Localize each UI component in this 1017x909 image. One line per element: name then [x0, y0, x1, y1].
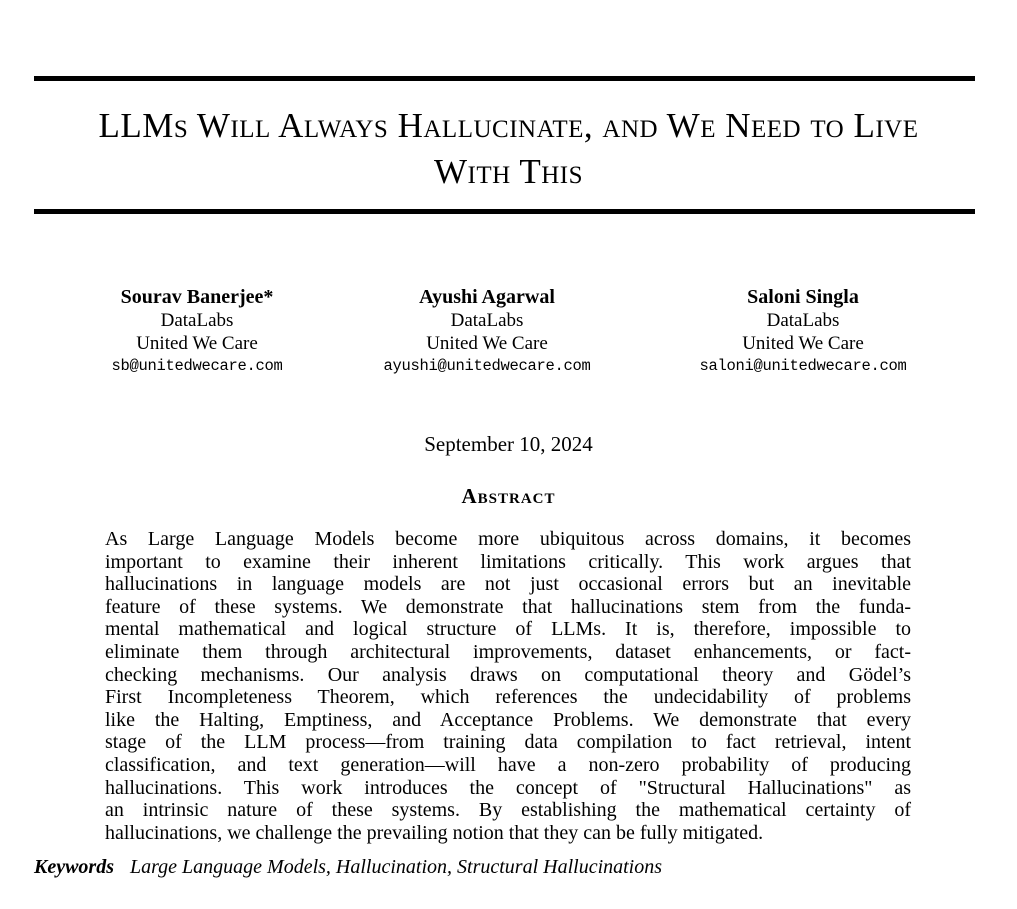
abstract-text	[105, 528, 911, 844]
abstract-line: mental mathematical and logical structure of LLMs. It is, therefore, impossible to	[105, 618, 911, 641]
author-affiliation: United We Care	[742, 333, 864, 354]
author-email: ayushi@unitedwecare.com	[383, 357, 591, 375]
author-block-3	[653, 286, 953, 378]
author-name: Ayushi Agarwal	[419, 286, 555, 308]
abstract-line: hallucinations, we challenge the prevailing notion that they can be fully mitigated.	[105, 821, 764, 844]
abstract-line: an intrinsic nature of these systems. By establishing the mathematical certainty of	[105, 799, 911, 822]
author-affiliation: DataLabs	[450, 310, 524, 331]
author-name: Sourav Banerjee*	[120, 286, 274, 308]
author-block-2	[337, 286, 637, 378]
paper-title-line-2: With This	[434, 152, 583, 191]
author-affiliation: DataLabs	[160, 310, 234, 331]
keywords-line	[34, 856, 662, 879]
abstract-line: As Large Language Models become more ubiquitous across domains, it becomes	[105, 528, 911, 550]
abstract-line: feature of these systems. We demonstrate that hallucinations stem from the funda-	[105, 595, 911, 618]
abstract-line: checking mechanisms. Our analysis draws on computational theory and Gödel’s	[105, 663, 911, 686]
abstract-line: like the Halting, Emptiness, and Acceptance Problems. We demonstrate that every	[105, 708, 911, 731]
paper-title-line-1: LLMs Will Always Hallucinate, and We Need to Live	[98, 106, 919, 145]
author-block-1	[47, 286, 347, 378]
author-affiliation: DataLabs	[766, 310, 840, 331]
abstract-line: hallucinations in language models are not just occasional errors but an inevitable	[105, 573, 911, 596]
abstract-line: First Incompleteness Theorem, which references the undecidability of problems	[105, 686, 911, 709]
abstract-line: stage of the LLM process—from training data compilation to fact retrieval, intent	[105, 731, 911, 754]
author-email: sb@unitedwecare.com	[111, 357, 283, 375]
paper-title	[0, 103, 1017, 195]
author-affiliation: United We Care	[136, 333, 258, 354]
author-email: saloni@unitedwecare.com	[699, 357, 907, 375]
bottom-rule	[34, 209, 975, 214]
keywords-label: Keywords	[34, 856, 114, 878]
abstract-line: important to examine their inherent limitations critically. This work argues that	[105, 550, 911, 573]
author-name: Saloni Singla	[747, 286, 859, 308]
abstract-heading: Abstract	[461, 484, 556, 508]
keywords-list: Large Language Models, Hallucination, Structural Hallucinations	[130, 856, 663, 878]
publication-date: September 10, 2024	[424, 432, 593, 456]
abstract-line: classification, and text generation—will have a non-zero probability of producing	[105, 753, 911, 776]
author-affiliation: United We Care	[426, 333, 548, 354]
top-rule	[34, 76, 975, 81]
abstract-line: eliminate them through architectural improvements, dataset enhancements, or fact-	[105, 640, 911, 663]
abstract-line: hallucinations. This work introduces the concept of "Structural Hallucinations" as	[105, 776, 911, 799]
